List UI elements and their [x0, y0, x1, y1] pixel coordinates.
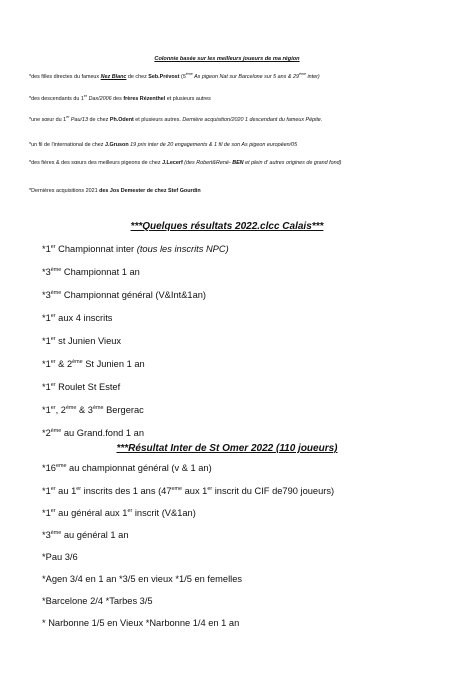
result-line — [42, 313, 112, 323]
text-segment: *un fil de l'international de chez — [29, 142, 105, 148]
text-segment: J.Lecerf — [162, 160, 183, 166]
text-segment: *Pau 3/6 — [42, 552, 78, 562]
text-segment: aux 4 inscrits — [55, 313, 113, 324]
superscript-text: ème — [72, 359, 83, 365]
result-line — [42, 508, 196, 518]
intro-line — [29, 187, 424, 197]
text-segment: J.Gruson — [104, 142, 129, 148]
text-segment: Ph.Odent — [109, 116, 134, 123]
superscript-text: er — [83, 94, 88, 98]
document-title: Colonnie basée sur les meilleurs joueurs de ma région — [154, 56, 300, 62]
result-line — [42, 530, 129, 540]
superscript-text: er — [50, 244, 56, 250]
text-segment: Dernière acquisition/2020 1 descendant du fameux Pépite. — [182, 116, 323, 123]
result-line — [42, 336, 121, 346]
text-segment: de chez — [87, 116, 110, 123]
superscript-text: er — [50, 336, 56, 342]
intro-line — [29, 92, 424, 104]
text-segment: Pau/13 — [69, 116, 88, 123]
text-segment: Championnat inter — [55, 244, 137, 255]
text-segment: et plusieurs autres. — [133, 116, 183, 123]
text-segment: lles directes du fameux — [44, 73, 101, 80]
result-line — [42, 596, 153, 606]
text-segment: frères Rézenthel — [123, 95, 166, 102]
superscript-text: ème — [185, 72, 193, 76]
intro-line — [29, 113, 424, 125]
text-segment: *1 — [42, 508, 51, 519]
text-segment: *3 — [42, 267, 51, 278]
text-segment: *Dernières acquisitions 2021 — [29, 188, 100, 194]
text-segment: i — [42, 73, 44, 80]
text-segment: (des Robert&René- — [182, 160, 233, 166]
text-segment: ( — [179, 73, 183, 80]
result-line — [42, 359, 145, 369]
text-segment: *1 — [42, 313, 51, 324]
text-segment: *1 — [42, 336, 51, 347]
superscript-text: ème — [50, 290, 62, 296]
text-segment: Nez Blanc — [100, 73, 127, 80]
intro-line — [29, 141, 424, 151]
text-segment: *3 — [42, 290, 51, 301]
intro-line — [29, 70, 424, 82]
text-segment: & 2 — [55, 359, 73, 370]
text-segment: * Narbonne 1/5 en Vieux *Narbonne 1/4 en 1 an — [42, 618, 240, 628]
text-segment: As pigeon Nat sur Barcelone sur 5 ans & 29 — [192, 73, 299, 80]
superscript-text: er — [50, 359, 56, 365]
superscript-text: er — [76, 486, 82, 492]
text-segment: Championnat général (V&Int&1an) — [61, 290, 207, 301]
text-segment: *1 — [42, 382, 51, 393]
text-segment: des Jos Demester de chez Stef Gourdin — [99, 188, 201, 194]
text-segment: *1 — [42, 244, 51, 255]
text-segment: *des f — [29, 160, 43, 166]
text-segment: *16 — [42, 463, 56, 474]
text-segment: *2 — [42, 428, 51, 439]
superscript-text: eme — [171, 486, 183, 492]
superscript-text: ème — [298, 72, 306, 76]
text-segment: des — [111, 95, 124, 102]
text-segment: *des descendants du 1 — [29, 95, 84, 102]
superscript-text: er — [50, 508, 56, 514]
result-line — [42, 405, 144, 415]
text-segment: et plein d' autres origines de grand fond) — [243, 160, 342, 166]
text-segment: *1 — [42, 486, 51, 497]
result-line — [42, 382, 120, 392]
text-segment: i — [42, 160, 44, 166]
text-segment: inscrits des 1 ans (47 — [81, 486, 172, 497]
result-line — [42, 574, 242, 584]
result-line — [42, 618, 239, 628]
text-segment: *3 — [42, 530, 51, 541]
text-segment: au Grand.fond 1 an — [61, 428, 144, 439]
superscript-text: er — [50, 405, 56, 411]
text-segment: inter) — [305, 73, 320, 80]
text-segment: inscrit du CIF de790 joueurs) — [212, 486, 335, 497]
section-results-st-omer-title: ***Résultat Inter de St Omer 2022 (110 joueurs) — [116, 443, 338, 454]
text-segment: *Barcelone 2/4 *Tarbes 3/5 — [42, 596, 153, 606]
text-segment: inscrit (V&1an) — [132, 508, 196, 519]
text-segment: *1 — [42, 359, 51, 370]
superscript-text: er — [50, 313, 56, 319]
text-segment: Championnat 1 an — [61, 267, 140, 278]
superscript-text: ème — [92, 405, 104, 411]
result-line — [42, 428, 144, 438]
text-segment: Dax/2006 — [88, 95, 112, 102]
text-segment: de chez — [126, 73, 149, 80]
text-segment: au 1 — [55, 486, 77, 497]
text-segment: *Agen 3/4 en 1 an *3/5 en vieux *1/5 en femelles — [42, 574, 243, 584]
superscript-text: er — [50, 486, 56, 492]
text-segment: au championnat général (v & 1 an) — [66, 463, 212, 474]
superscript-text: eme — [55, 463, 67, 469]
text-segment: St Junien 1 an — [82, 359, 145, 370]
text-segment: 5 — [182, 73, 186, 80]
text-segment: Bergerac — [103, 405, 144, 416]
intro-line — [29, 159, 424, 169]
text-segment: BEN — [232, 160, 244, 166]
text-segment: *une sœur du 1 — [29, 116, 67, 123]
text-segment: & 3 — [76, 405, 93, 416]
result-line — [42, 290, 206, 300]
text-segment: st Junien Vieux — [55, 336, 122, 347]
superscript-text: er — [127, 508, 133, 514]
text-segment: Roulet St Estef — [55, 382, 121, 393]
superscript-text: ème — [65, 405, 77, 411]
result-line — [42, 552, 78, 562]
superscript-text: er — [50, 382, 56, 388]
text-segment: Seb.Prévost — [148, 73, 180, 80]
text-segment: (tous les inscrits NPC) — [136, 244, 229, 255]
text-segment: et plusieurs autres — [165, 95, 211, 102]
text-segment: , 2 — [55, 405, 66, 416]
text-segment: *des f — [29, 73, 43, 80]
text-segment: ères & des sœurs des meilleurs pigeons de chez — [44, 160, 163, 166]
result-line — [42, 244, 229, 254]
superscript-text: er — [207, 486, 213, 492]
result-line — [42, 463, 212, 473]
result-line — [42, 267, 140, 277]
text-segment: au général aux 1 — [55, 508, 128, 519]
superscript-text: ème — [50, 530, 62, 536]
text-segment: 19 prix inter de 20 engagements & 1 fil de son As pigeon européen/05 — [128, 142, 298, 148]
superscript-text: ème — [50, 267, 62, 273]
text-segment: au général 1 an — [61, 530, 129, 541]
section-results-calais-title: ***Quelques résultats 2022.clcc Calais*** — [130, 221, 324, 232]
superscript-text: ème — [50, 428, 62, 434]
result-line — [42, 486, 334, 496]
superscript-text: er — [66, 115, 70, 119]
text-segment: *1 — [42, 405, 51, 416]
text-segment: aux 1 — [182, 486, 208, 497]
